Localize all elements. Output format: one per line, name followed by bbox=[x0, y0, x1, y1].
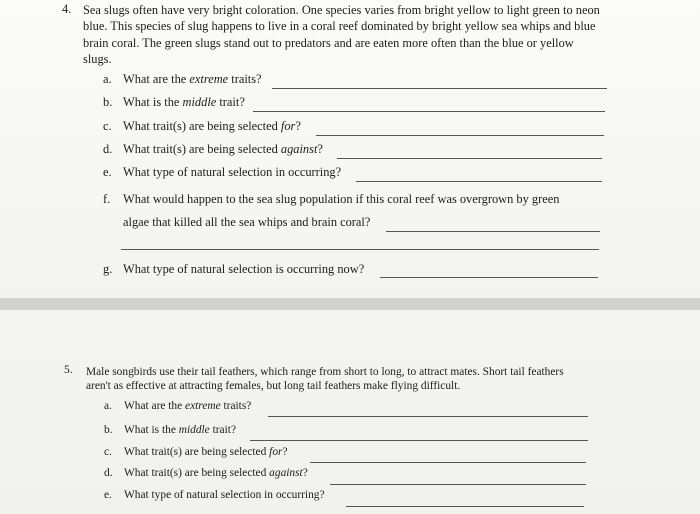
answer-line-q4f-2[interactable] bbox=[121, 249, 599, 250]
page-gap bbox=[0, 298, 700, 310]
item-letter: g. bbox=[103, 262, 113, 276]
item-letter: a. bbox=[104, 400, 112, 412]
q4-item-b: b. What is the middle trait? bbox=[103, 95, 245, 109]
answer-line-q4f-1[interactable] bbox=[386, 231, 600, 232]
answer-line-q4b[interactable] bbox=[253, 111, 605, 112]
q4-item-d: d. What trait(s) are being selected against? bbox=[103, 142, 323, 156]
item-letter: c. bbox=[103, 119, 112, 133]
answer-line-q5a[interactable] bbox=[268, 416, 588, 417]
question-4-number: 4. bbox=[62, 2, 72, 16]
q4-item-g: g. What type of natural selection is occurring now? bbox=[103, 262, 365, 276]
question-5-number: 5. bbox=[64, 364, 73, 376]
q4-item-e: e. What type of natural selection in occurring? bbox=[103, 165, 342, 179]
item-letter: e. bbox=[103, 165, 112, 179]
answer-line-q4e[interactable] bbox=[356, 181, 602, 182]
q5-item-e: e. What type of natural selection in occurring? bbox=[104, 489, 325, 501]
item-letter: d. bbox=[103, 142, 113, 156]
item-letter: c. bbox=[104, 446, 112, 458]
question-5-intro: Male songbirds use their tail feathers, which range from short to long, to attract mates. Short tail feathers aren't as effective at attracting females, but long tail feathers make flying difficult. bbox=[86, 366, 564, 392]
q4-item-f: f. What would happen to the sea slug population if this coral reef was overgrown by green bbox=[103, 192, 560, 206]
answer-line-q4d[interactable] bbox=[337, 158, 602, 159]
item-letter: f. bbox=[103, 192, 111, 206]
question-4-intro: Sea slugs often have very bright coloration. One species varies from bright yellow to light green to neon blue. This species of slug happens to live in a coral reef dominated by bright yellow sea whips and blue brain coral. The green slugs stand out to predators and are eaten more often than the blue or yellow slugs. bbox=[83, 3, 600, 66]
q5-item-b: b. What is the middle trait? bbox=[104, 424, 236, 436]
answer-line-q5d[interactable] bbox=[330, 484, 586, 485]
answer-line-q4a[interactable] bbox=[272, 88, 607, 89]
answer-line-q4g[interactable] bbox=[380, 277, 598, 278]
item-letter: a. bbox=[103, 72, 112, 86]
q4-item-c: c. What trait(s) are being selected for? bbox=[103, 119, 301, 133]
q5-item-d: d. What trait(s) are being selected against? bbox=[104, 467, 308, 479]
item-letter: d. bbox=[104, 467, 113, 479]
q5-item-c: c. What trait(s) are being selected for? bbox=[104, 446, 288, 458]
q4-item-a: a. What are the extreme traits? bbox=[103, 72, 262, 86]
answer-line-q4c[interactable] bbox=[316, 135, 604, 136]
q5-item-a: a. What are the extreme traits? bbox=[104, 400, 252, 412]
answer-line-q5b[interactable] bbox=[250, 440, 588, 441]
answer-line-q5e[interactable] bbox=[346, 506, 584, 507]
item-letter: b. bbox=[103, 95, 113, 109]
answer-line-q5c[interactable] bbox=[310, 462, 586, 463]
q4-item-f-continued: algae that killed all the sea whips and brain coral? bbox=[123, 215, 371, 229]
item-letter: e. bbox=[104, 489, 112, 501]
item-letter: b. bbox=[104, 424, 113, 436]
